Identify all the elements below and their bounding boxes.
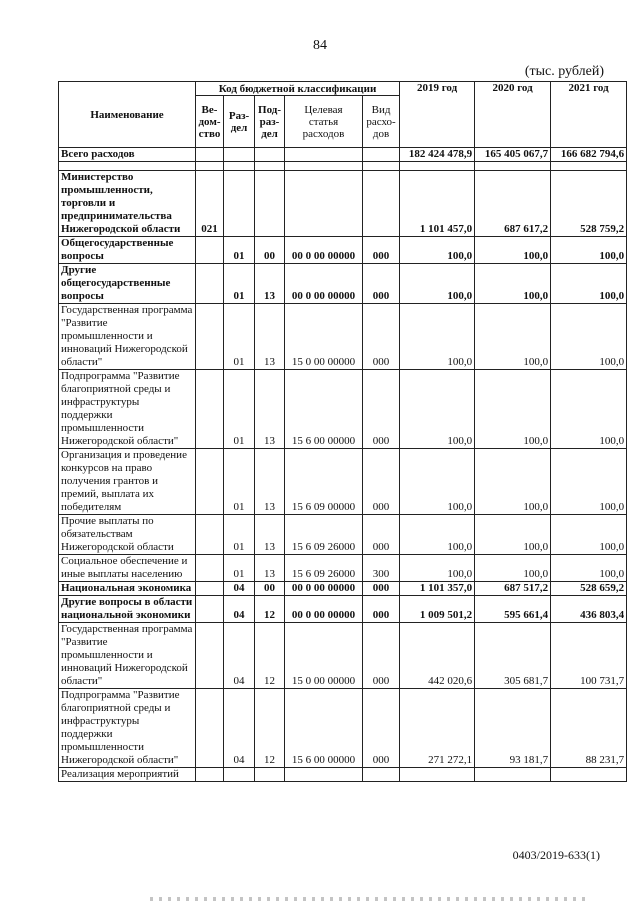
table-row	[59, 768, 627, 782]
row-2019-cell: 100,0	[400, 237, 475, 264]
row-razdel-cell: 01	[224, 264, 255, 304]
row-statya-cell	[285, 171, 363, 237]
table-row	[59, 237, 627, 264]
row-ved-cell	[196, 555, 224, 582]
row-ved-cell	[196, 370, 224, 449]
row-2021-cell: 100,0	[551, 370, 627, 449]
spacer-cell	[551, 162, 627, 171]
row-podrazdel-cell	[255, 148, 285, 162]
row-podrazdel-cell: 12	[255, 689, 285, 768]
row-statya-cell: 00 0 00 00000	[285, 264, 363, 304]
table-row	[59, 304, 627, 370]
row-ved-cell	[196, 623, 224, 689]
row-name-cell: Реализация мероприятий	[59, 768, 196, 782]
row-2020-cell: 165 405 067,7	[475, 148, 551, 162]
row-2021-cell: 100,0	[551, 515, 627, 555]
row-razdel-cell: 04	[224, 689, 255, 768]
row-ved-cell	[196, 449, 224, 515]
row-2019-cell: 1 101 457,0	[400, 171, 475, 237]
scan-artifact	[150, 897, 590, 901]
table-row	[59, 370, 627, 449]
row-2020-cell: 100,0	[475, 515, 551, 555]
row-2019-cell: 442 020,6	[400, 623, 475, 689]
row-name-cell: Подпрограмма "Развитие благоприятной среды и инфраструктуры поддержки промышленности Нижегородской области"	[59, 370, 196, 449]
row-2020-cell	[475, 768, 551, 782]
row-2020-cell: 100,0	[475, 304, 551, 370]
table-body	[59, 148, 627, 782]
row-name-cell: Другие вопросы в области национальной экономики	[59, 596, 196, 623]
table-row	[59, 623, 627, 689]
row-razdel-cell	[224, 171, 255, 237]
row-2019-cell: 100,0	[400, 515, 475, 555]
spacer-cell	[59, 162, 196, 171]
row-ved-cell	[196, 596, 224, 623]
row-vid-cell	[363, 148, 400, 162]
col-2020-header: 2020 год	[475, 82, 551, 148]
row-2021-cell: 528 659,2	[551, 582, 627, 596]
row-podrazdel-cell: 13	[255, 304, 285, 370]
row-2019-cell: 100,0	[400, 264, 475, 304]
row-ved-cell	[196, 582, 224, 596]
row-razdel-cell: 01	[224, 370, 255, 449]
row-razdel-cell	[224, 768, 255, 782]
row-podrazdel-cell	[255, 171, 285, 237]
row-vid-cell: 300	[363, 555, 400, 582]
row-name-cell: Другие общегосударственные вопросы	[59, 264, 196, 304]
row-ved-cell	[196, 148, 224, 162]
row-2021-cell: 100,0	[551, 304, 627, 370]
row-razdel-cell	[224, 148, 255, 162]
col-ved-header: Ве- дом- ство	[196, 96, 224, 148]
col-2019-header: 2019 год	[400, 82, 475, 148]
spacer-cell	[400, 162, 475, 171]
spacer-cell	[196, 162, 224, 171]
row-statya-cell: 00 0 00 00000	[285, 582, 363, 596]
row-name-cell: Всего расходов	[59, 148, 196, 162]
row-vid-cell	[363, 768, 400, 782]
col-podrazdel-header: Под- раз- дел	[255, 96, 285, 148]
row-name-cell: Государственная программа "Развитие промышленности и инноваций Нижегородской области"	[59, 623, 196, 689]
row-2021-cell: 528 759,2	[551, 171, 627, 237]
row-podrazdel-cell: 12	[255, 596, 285, 623]
col-2021-header: 2021 год	[551, 82, 627, 148]
row-razdel-cell: 01	[224, 449, 255, 515]
row-razdel-cell: 04	[224, 623, 255, 689]
row-vid-cell: 000	[363, 304, 400, 370]
row-ved-cell	[196, 264, 224, 304]
row-name-cell: Национальная экономика	[59, 582, 196, 596]
row-statya-cell: 15 6 09 26000	[285, 555, 363, 582]
table-row	[59, 582, 627, 596]
table-row	[59, 449, 627, 515]
row-2021-cell: 100,0	[551, 555, 627, 582]
row-name-cell: Прочие выплаты по обязательствам Нижегородской области	[59, 515, 196, 555]
row-ved-cell	[196, 304, 224, 370]
row-2019-cell: 271 272,1	[400, 689, 475, 768]
spacer-cell	[475, 162, 551, 171]
row-name-cell: Социальное обеспечение и иные выплаты населению	[59, 555, 196, 582]
row-vid-cell	[363, 171, 400, 237]
row-2019-cell: 100,0	[400, 449, 475, 515]
row-2021-cell: 100,0	[551, 449, 627, 515]
row-podrazdel-cell: 00	[255, 582, 285, 596]
row-vid-cell: 000	[363, 582, 400, 596]
row-podrazdel-cell: 13	[255, 370, 285, 449]
row-podrazdel-cell: 00	[255, 237, 285, 264]
row-2021-cell	[551, 768, 627, 782]
spacer-cell	[285, 162, 363, 171]
row-statya-cell: 15 6 00 00000	[285, 370, 363, 449]
row-2019-cell: 1 101 357,0	[400, 582, 475, 596]
row-name-cell: Подпрограмма "Развитие благоприятной среды и инфраструктуры поддержки промышленности Нижегородской области"	[59, 689, 196, 768]
page-number: 84	[313, 38, 327, 53]
row-podrazdel-cell: 13	[255, 515, 285, 555]
row-name-cell: Организация и проведение конкурсов на право получения грантов и премий, выплата их победителям	[59, 449, 196, 515]
row-2020-cell: 100,0	[475, 555, 551, 582]
row-razdel-cell: 04	[224, 582, 255, 596]
code-group-header: Код бюджетной классификации	[196, 82, 400, 96]
row-2020-cell: 93 181,7	[475, 689, 551, 768]
row-razdel-cell: 04	[224, 596, 255, 623]
spacer-cell	[224, 162, 255, 171]
row-ved-cell: 021	[196, 171, 224, 237]
table-row	[59, 148, 627, 162]
row-vid-cell: 000	[363, 370, 400, 449]
row-statya-cell: 15 0 00 00000	[285, 623, 363, 689]
row-statya-cell	[285, 148, 363, 162]
row-2021-cell: 100,0	[551, 237, 627, 264]
row-podrazdel-cell	[255, 768, 285, 782]
row-2020-cell: 100,0	[475, 370, 551, 449]
row-statya-cell: 15 6 09 00000	[285, 449, 363, 515]
row-razdel-cell: 01	[224, 515, 255, 555]
row-2020-cell: 687 517,2	[475, 582, 551, 596]
spacer-cell	[363, 162, 400, 171]
row-ved-cell	[196, 515, 224, 555]
unit-label: (тыс. рублей)	[524, 64, 604, 79]
row-2019-cell: 100,0	[400, 304, 475, 370]
row-ved-cell	[196, 237, 224, 264]
row-2020-cell: 687 617,2	[475, 171, 551, 237]
row-statya-cell: 15 6 00 00000	[285, 689, 363, 768]
table-row	[59, 171, 627, 237]
row-podrazdel-cell: 13	[255, 555, 285, 582]
row-ved-cell	[196, 768, 224, 782]
row-name-cell: Министерство промышленности, торговли и предпринимательства Нижегородской области	[59, 171, 196, 237]
row-vid-cell: 000	[363, 623, 400, 689]
row-statya-cell	[285, 768, 363, 782]
document-code: 0403/2019-633(1)	[512, 848, 600, 862]
row-2020-cell: 100,0	[475, 449, 551, 515]
row-razdel-cell: 01	[224, 555, 255, 582]
row-2020-cell: 305 681,7	[475, 623, 551, 689]
row-name-cell: Государственная программа "Развитие промышленности и инноваций Нижегородской области"	[59, 304, 196, 370]
row-vid-cell: 000	[363, 237, 400, 264]
row-2020-cell: 595 661,4	[475, 596, 551, 623]
row-2019-cell: 1 009 501,2	[400, 596, 475, 623]
row-2020-cell: 100,0	[475, 237, 551, 264]
row-statya-cell: 15 0 00 00000	[285, 304, 363, 370]
row-2020-cell: 100,0	[475, 264, 551, 304]
col-statya-header: Целевая статья расходов	[285, 96, 363, 148]
row-podrazdel-cell: 12	[255, 623, 285, 689]
row-razdel-cell: 01	[224, 237, 255, 264]
row-2021-cell: 166 682 794,6	[551, 148, 627, 162]
row-2019-cell: 100,0	[400, 370, 475, 449]
row-ved-cell	[196, 689, 224, 768]
row-2021-cell: 88 231,7	[551, 689, 627, 768]
table-row	[59, 596, 627, 623]
row-2019-cell: 100,0	[400, 555, 475, 582]
col-razdel-header: Раз- дел	[224, 96, 255, 148]
row-2021-cell: 436 803,4	[551, 596, 627, 623]
row-name-cell: Общегосударственные вопросы	[59, 237, 196, 264]
row-podrazdel-cell: 13	[255, 449, 285, 515]
table-row	[59, 162, 627, 171]
col-name-header: Наименование	[59, 82, 196, 148]
row-2019-cell	[400, 768, 475, 782]
row-2021-cell: 100,0	[551, 264, 627, 304]
table-row	[59, 555, 627, 582]
spacer-cell	[255, 162, 285, 171]
row-statya-cell: 00 0 00 00000	[285, 596, 363, 623]
row-2021-cell: 100 731,7	[551, 623, 627, 689]
row-statya-cell: 00 0 00 00000	[285, 237, 363, 264]
table-row	[59, 689, 627, 768]
row-vid-cell: 000	[363, 449, 400, 515]
col-vid-header: Вид расхо- дов	[363, 96, 400, 148]
row-vid-cell: 000	[363, 264, 400, 304]
row-vid-cell: 000	[363, 596, 400, 623]
row-podrazdel-cell: 13	[255, 264, 285, 304]
row-razdel-cell: 01	[224, 304, 255, 370]
budget-table	[58, 81, 627, 782]
row-2019-cell: 182 424 478,9	[400, 148, 475, 162]
row-vid-cell: 000	[363, 689, 400, 768]
table-row	[59, 515, 627, 555]
row-vid-cell: 000	[363, 515, 400, 555]
row-statya-cell: 15 6 09 26000	[285, 515, 363, 555]
table-row	[59, 264, 627, 304]
